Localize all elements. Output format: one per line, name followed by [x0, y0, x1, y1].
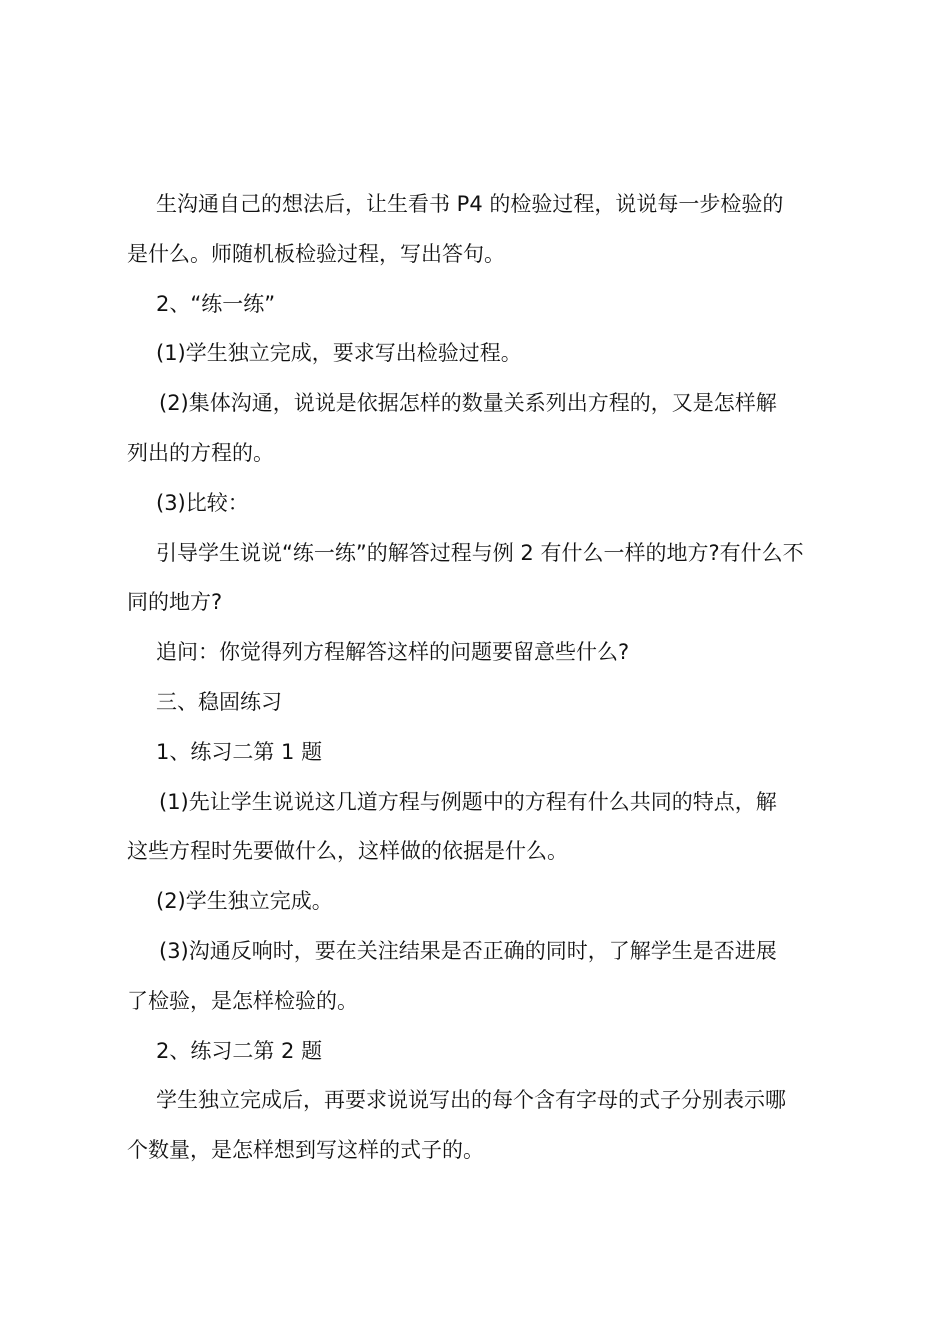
paragraph — [127, 479, 833, 529]
text-line: 2、“练一练” — [156, 291, 276, 316]
paragraph — [127, 877, 833, 927]
paragraph — [127, 379, 833, 479]
text-line: (2)学生独立完成。 — [156, 889, 333, 914]
text-line: 同的地方? — [127, 590, 223, 615]
text-line: (2)集体沟通，说说是依据怎样的数量关系列出方程的，又是怎样解 — [159, 391, 777, 416]
paragraph — [127, 778, 833, 878]
text-line: 2、练习二第 2 题 — [156, 1038, 323, 1063]
paragraph — [127, 1076, 833, 1176]
text-line: 列出的方程的。 — [127, 440, 274, 465]
paragraph — [127, 529, 833, 629]
text-line: 了检验，是怎样检验的。 — [127, 988, 358, 1013]
text-line: 这些方程时先要做什么，这样做的依据是什么。 — [127, 839, 568, 864]
text-line: (3)比较： — [156, 490, 249, 515]
text-line: 生沟通自己的想法后，让生看书 P4 的检验过程，说说每一步检验的 — [156, 192, 784, 216]
document-body — [127, 180, 833, 1176]
paragraph — [127, 728, 833, 778]
section-heading — [127, 678, 833, 728]
text-line: 1、练习二第 1 题 — [156, 739, 323, 764]
text-line: 个数量，是怎样想到写这样的式子的。 — [127, 1138, 484, 1163]
paragraph — [127, 180, 833, 280]
text-line: 学生独立完成后，再要求说说写出的每个含有字母的式子分别表示哪 — [156, 1088, 786, 1113]
text-line: (1)学生独立完成，要求写出检验过程。 — [156, 341, 522, 366]
paragraph — [127, 329, 833, 379]
text-line: 引导学生说说“练一练”的解答过程与例 2 有什么一样的地方?有什么不 — [156, 540, 804, 565]
text-line: 追问：你觉得列方程解答这样的问题要留意些什么? — [156, 640, 630, 665]
text-line: 三、稳固练习 — [156, 689, 282, 714]
text-line: 是什么。师随机板检验过程，写出答句。 — [127, 241, 505, 266]
paragraph — [127, 927, 833, 1027]
text-line: (1)先让学生说说这几道方程与例题中的方程有什么共同的特点，解 — [159, 789, 777, 814]
paragraph — [127, 628, 833, 678]
text-line: (3)沟通反响时，要在关注结果是否正确的同时，了解学生是否进展 — [159, 938, 777, 963]
paragraph — [127, 1027, 833, 1077]
paragraph — [127, 280, 833, 330]
